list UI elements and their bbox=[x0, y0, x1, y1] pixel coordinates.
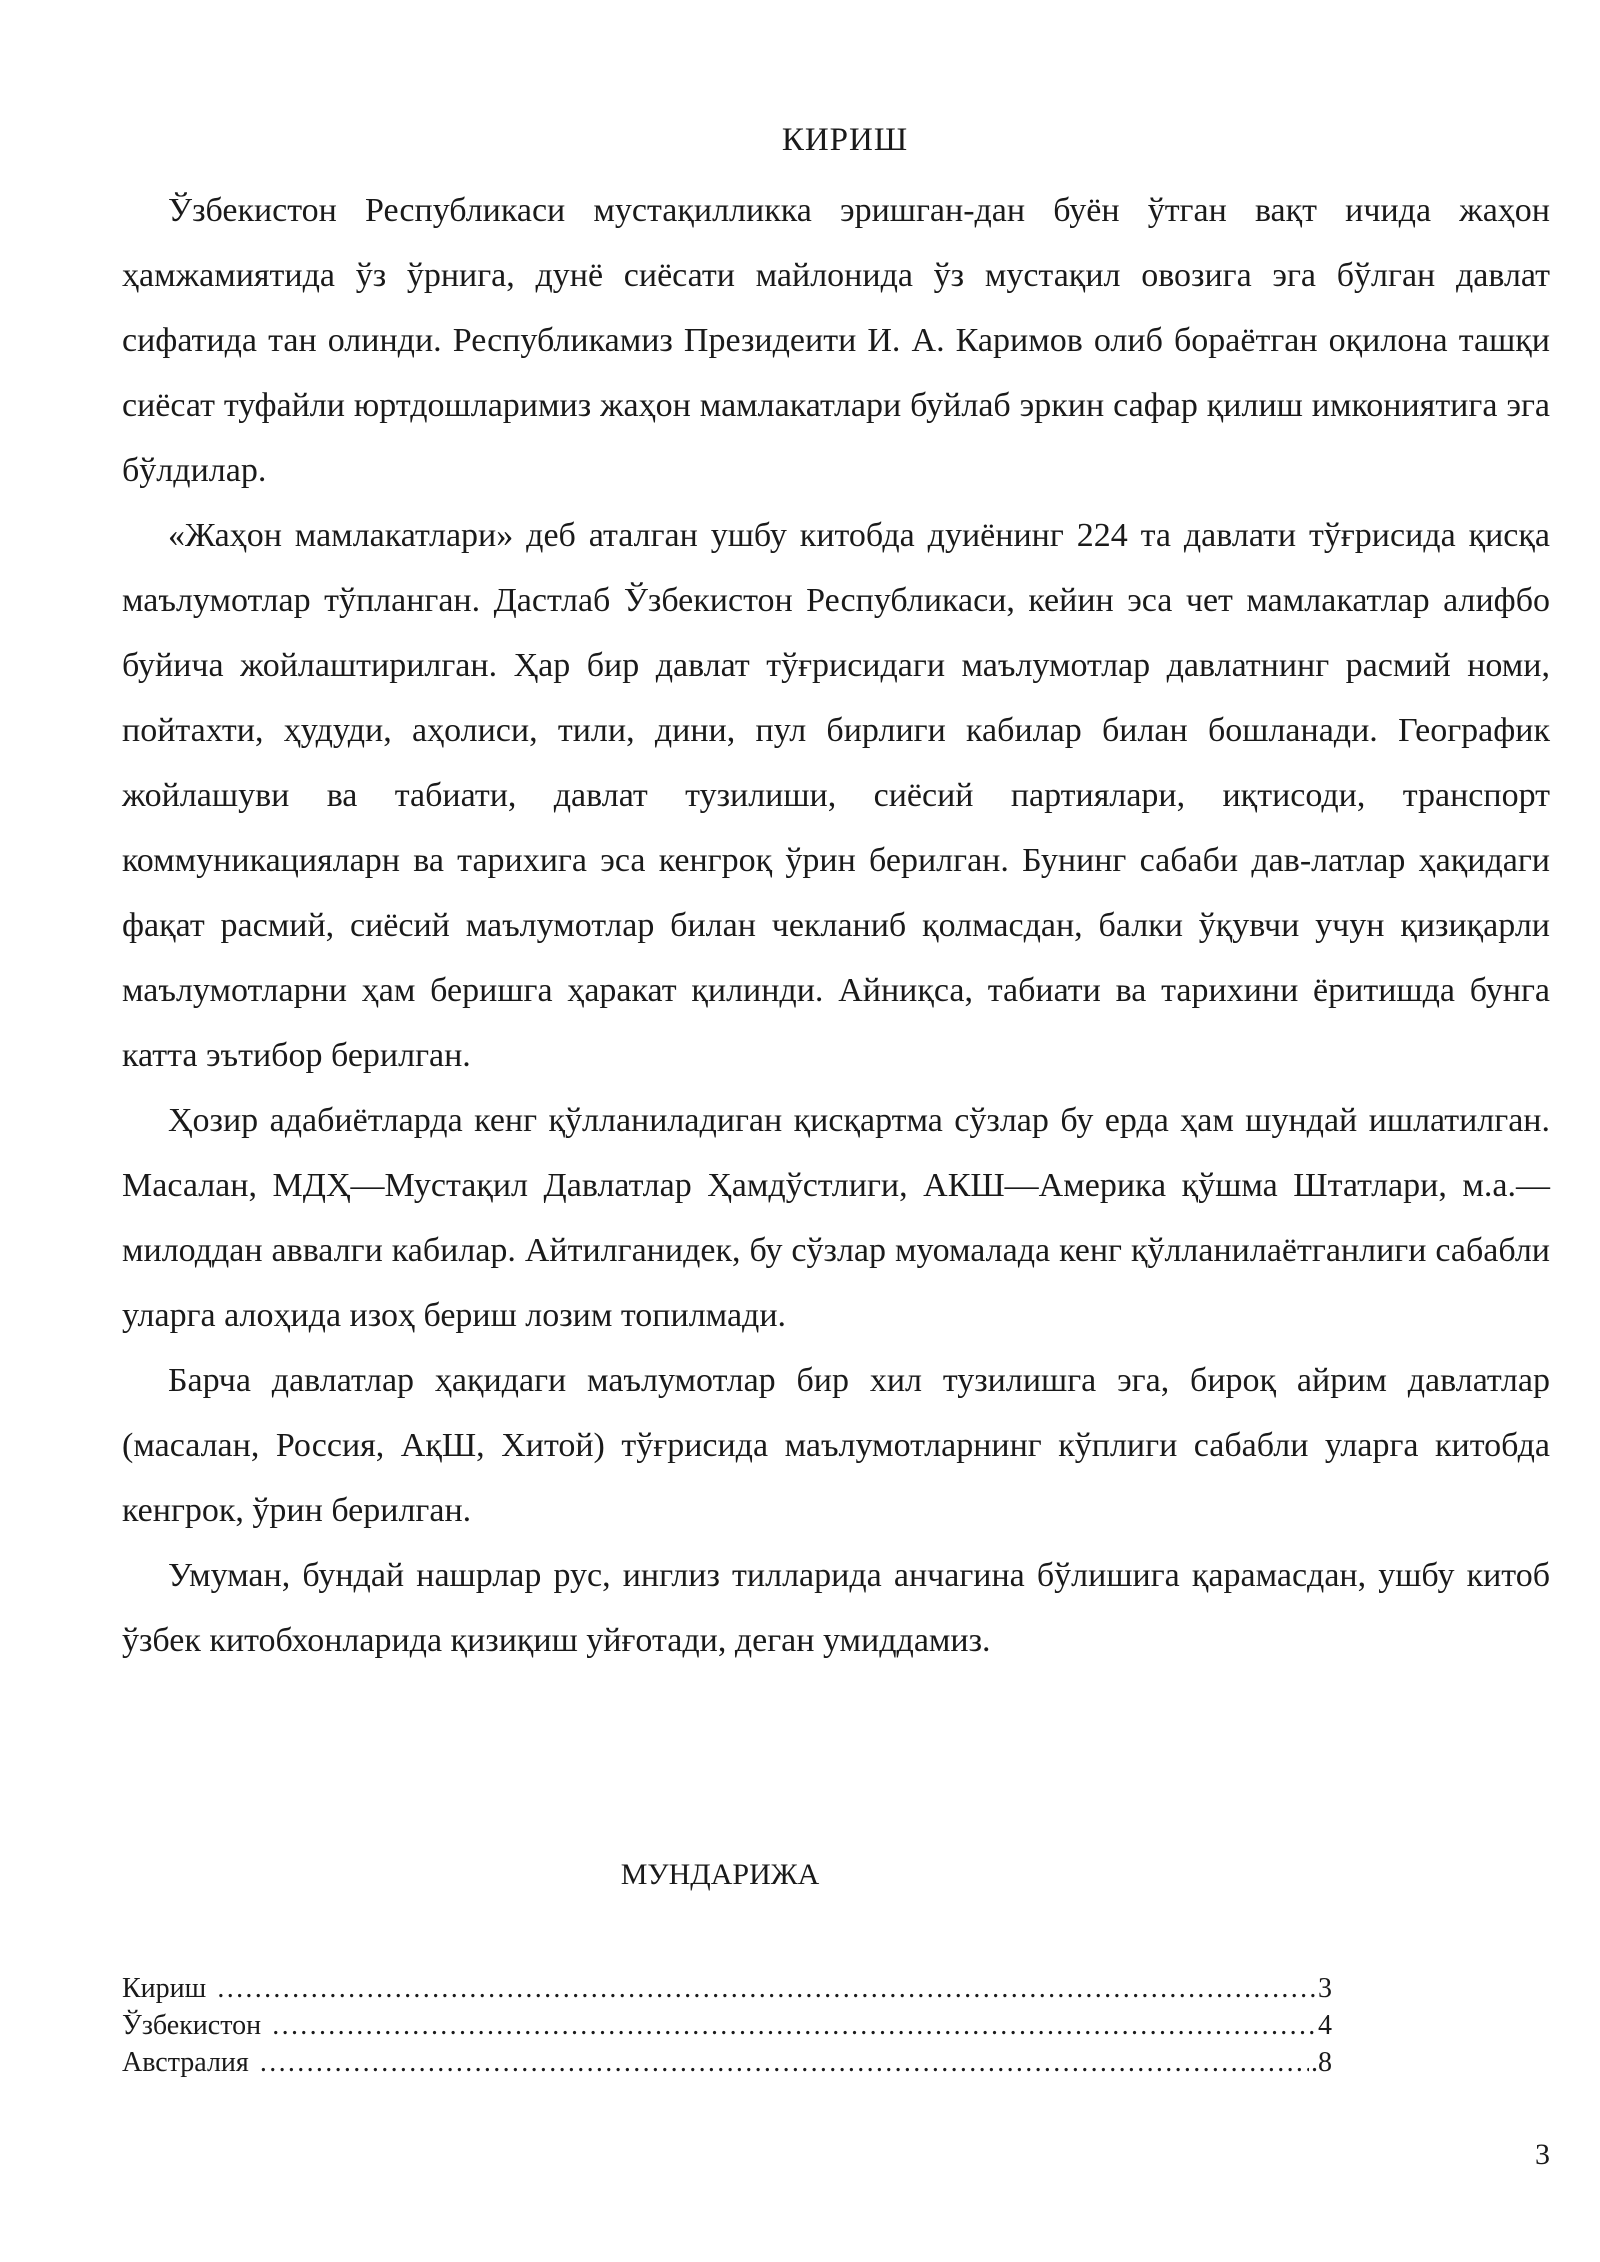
toc-entry-label: Австралия bbox=[122, 2047, 249, 2078]
toc-entry bbox=[122, 1970, 1332, 2007]
paragraph: Умуман, бундай нашрлар рус, инглиз тилларида анчагина бўлишига қарамасдан, ушбу китоб ўзбек китобхонларида қизиқиш уйғотади, деган умиддамиз. bbox=[122, 1557, 1550, 1659]
toc-entry-label: Ўзбекистон bbox=[122, 2010, 262, 2041]
paragraph: «Жаҳон мамлакатлари» деб аталган ушбу китобда дуиёнинг 224 та давлати тўғрисида қисқа маълумотлар тўпланган. Дастлаб Ўзбекистон Республикаси, кейин эса чет мамлакатлар алифбо буйича жойлаштирилган. Ҳар бир давлат тўғрисидаги маълумотлар давлатнинг расмий номи, пойтахти, ҳудуди, аҳолиси, тили, дини, пул бирлиги кабилар билан бошланади. Географик жойлашуви ва табиати, давлат тузилиши, сиёсий партиялари, иқтисоди, транспорт коммуникацияларн ва тарихига эса кенгроқ ўрин берилган. Бунинг сабаби дав-латлар ҳақидаги фақат расмий, сиёсий маълумотлар билан чекланиб қолмасдан, балки ўқувчи учун қизиқарли маълумотларни ҳам беришга ҳаракат қилинди. Айниқса, табиати ва тарихини ёритишда бунга катта эътибор берилган. bbox=[122, 517, 1550, 1074]
toc-entry-label: Кириш bbox=[122, 1973, 207, 2004]
page-number: 3 bbox=[1535, 2138, 1550, 2171]
toc-entry-page: .8 bbox=[1311, 2047, 1332, 2078]
section-title: КИРИШ bbox=[781, 122, 909, 158]
toc-title: МУНДАРИЖА bbox=[620, 1858, 820, 1891]
toc-entry-page: 4 bbox=[1318, 2010, 1332, 2041]
toc-leader-dots bbox=[271, 2007, 1316, 2044]
toc-leader-dots bbox=[259, 2044, 1309, 2081]
paragraph: Ҳозир адабиётларда кенг қўлланиладиган қисқартма сўзлар бу ерда ҳам шундай ишлатилган. Масалан, МДҲ—Мустақил Давлатлар Ҳамдўстлиги, АКШ—Америка қўшма Штатлари, м.а.—милоддан аввалги кабилар. Айтилганидек, бу сўзлар муомалада кенг қўлланилаётганлиги сабабли уларга алоҳида изоҳ бериш лозим топилмади. bbox=[122, 1102, 1550, 1334]
toc-entry bbox=[122, 2044, 1332, 2081]
table-of-contents bbox=[122, 1970, 1332, 2081]
toc-entry bbox=[122, 2007, 1332, 2044]
paragraph: Ўзбекистон Республикаси мустақилликка эришган-дан буён ўтган вақт ичида жаҳон ҳамжамиятида ўз ўрнига, дунё сиёсати майлонида ўз мустақил овозига эга бўлган давлат сифатида тан олинди. Республикамиз Президеити И. А. Каримов олиб бораётган оқилона ташқи сиёсат туфайли юртдошларимиз жаҳон мамлакатлари буйлаб эркин сафар қилиш имкониятига эга бўлдилар. bbox=[122, 192, 1550, 489]
intro-body bbox=[122, 178, 1550, 1673]
toc-entry-page: 3 bbox=[1318, 1973, 1332, 2004]
paragraph: Барча давлатлар ҳақидаги маълумотлар бир хил тузилишга эга, бироқ айрим давлатлар (масалан, Россия, АқШ, Хитой) тўғрисида маълумотларнинг кўплиги сабабли уларга китобда кенгрок, ўрин берилган. bbox=[122, 1362, 1550, 1529]
toc-leader-dots bbox=[216, 1970, 1316, 2007]
